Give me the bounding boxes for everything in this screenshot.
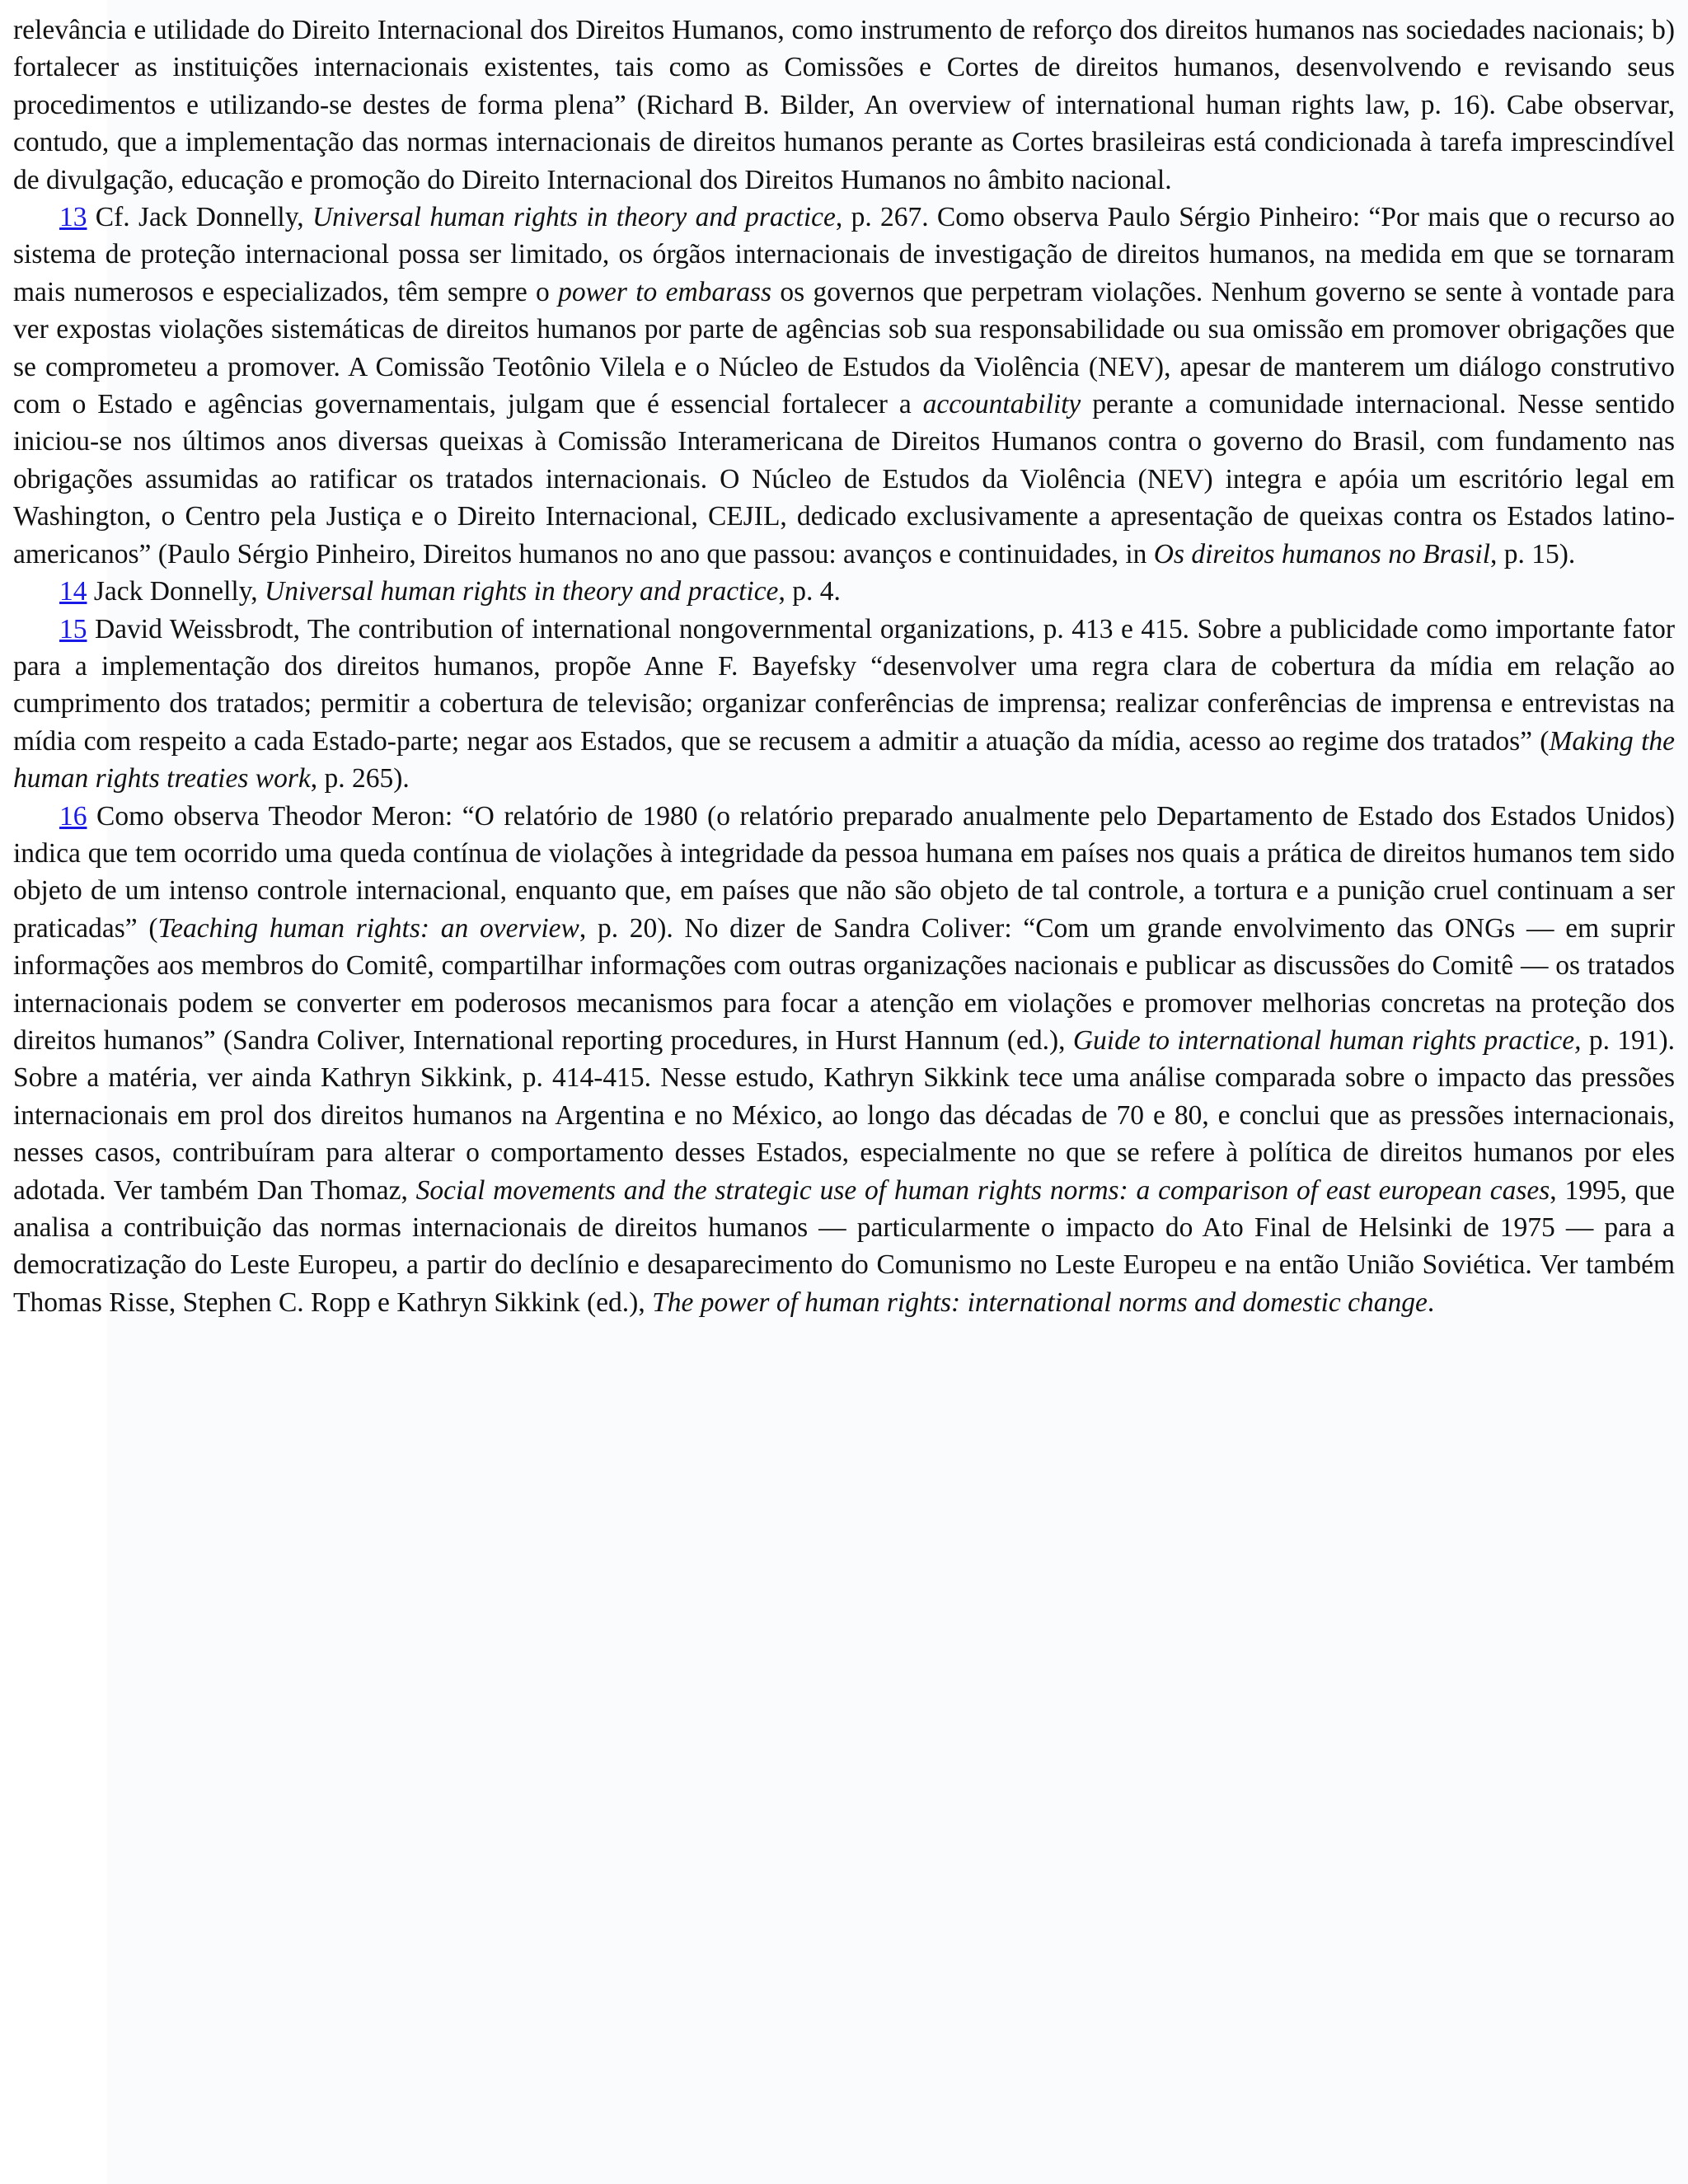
footnote-13-ref-link[interactable]: 13 bbox=[59, 202, 87, 233]
footnote-16-text-1: Como observa Theodor Meron: “O relatório de 1980 (o relatório preparado anualmente pelo Departamento de Estado dos Estados Unidos) indica que tem ocorrido uma queda contínua de violações à integridade da pessoa humana em países nos quais a prática de direitos humanos tem sido objeto de um intenso controle internacional, enquanto que, em países que não são objeto de tal controle, a tortura e a punição cruel continuam a ser praticadas” ( bbox=[13, 800, 1675, 944]
footnote-13 bbox=[13, 199, 1675, 573]
footnote-14-title-1: Universal human rights in theory and practice bbox=[265, 576, 779, 607]
footnote-16-text-3: p. 191). Sobre a matéria, ver ainda Kathryn Sikkink, p. 414-415. Nesse estudo, Kathryn Sikkink tece uma análise comparada sobre o impacto das pressões internacionais em prol dos direitos humanos na Argentina e no México, ao longo das décadas de 70 e 80, e conclui que as pressões internacionais, nesses casos, contribuíram para alterar o comportamento desses Estados, especialmente no que se refere à política de direitos humanos por eles adotada. Ver também Dan Thomaz, bbox=[13, 1024, 1675, 1206]
footnote-14-ref-link[interactable]: 14 bbox=[59, 576, 87, 607]
footnote-13-text-1: Cf. Jack Donnelly, bbox=[87, 202, 312, 233]
footnote-16 bbox=[13, 798, 1675, 1322]
footnote-13-term-1: power to embarass bbox=[558, 276, 772, 307]
footnote-16-text-4: , 1995, que analisa a contribuição das normas internacionais de direitos humanos — particularmente o impacto do Ato Final de Helsinki de 1975 — para a democratização do Leste Europeu, a partir do declínio e desaparecimento do Comunismo no Leste Europeu e na então União Soviética. Ver também Thomas Risse, Stephen C. Ropp e Kathryn Sikkink (ed.), bbox=[13, 1174, 1675, 1318]
footnote-13-text-4: perante a comunidade internacional. Nesse sentido iniciou-se nos últimos anos diversas queixas à Comissão Interamericana de Direitos Humanos contra o governo do Brasil, com fundamento nas obrigações assumidas ao ratificar os tratados internacionais. O Núcleo de Estudos da Violência (NEV) integra e apóia um escritório legal em Washington, o Centro pela Justiça e o Direito Internacional, CEJIL, dedicado exclusivamente a apresentação de queixas contra os Estados latino-americanos” (Paulo Sérgio Pinheiro, Direitos humanos no ano que passou: avanços e continuidades, in bbox=[13, 389, 1675, 569]
footnote-16-ref-link[interactable]: 16 bbox=[59, 800, 87, 832]
footnote-continuation: relevância e utilidade do Direito Internacional dos Direitos Humanos, como instrumento de reforço dos direitos humanos nas sociedades nacionais; b) fortalecer as instituições internacionais existentes, tais como as Comissões e Cortes de direitos humanos, desenvolvendo e revisando seus procedimentos e utilizando-se destes de forma plena” (Richard B. Bilder, An overview of international human rights law, p. 16). Cabe observar, contudo, que a implementação das normas internacionais de direitos humanos perante as Cortes brasileiras está condicionada à tarefa imprescindível de divulgação, educação e promoção do Direito Internacional dos Direitos Humanos no âmbito nacional. bbox=[13, 15, 1675, 195]
footnote-14-text-1: Jack Donnelly, bbox=[87, 576, 265, 607]
footnote-14 bbox=[13, 573, 1675, 610]
document-page bbox=[13, 12, 1675, 1321]
footnote-14-text-2: , p. 4. bbox=[778, 576, 841, 607]
footnote-13-title-1: Universal human rights in theory and practice bbox=[312, 202, 836, 233]
footnote-13-text-2: , p. 267. Como observa Paulo Sérgio Pinheiro: “Por mais que o recurso ao sistema de proteção internacional possa ser limitado, os órgãos internacionais de investigação de direitos humanos, na medida em que se tornaram mais numerosos e especializados, têm sempre o bbox=[13, 202, 1675, 307]
footnote-16-title-1: Teaching human rights: an overview bbox=[157, 912, 579, 944]
footnote-15-ref-link[interactable]: 15 bbox=[59, 613, 87, 644]
footnote-15-text-2: , p. 265). bbox=[310, 763, 410, 794]
footnote-13-title-2: Os direitos humanos no Brasil bbox=[1153, 538, 1490, 569]
footnote-16-title-3: Social movements and the strategic use of human rights norms: a comparison of east european cases bbox=[415, 1174, 1550, 1206]
footnote-15-text-1: David Weissbrodt, The contribution of international nongovernmental organizations, p. 413 e 415. Sobre a publicidade como importante fator para a implementação dos direitos humanos, propõe Anne F. Bayefsky “desenvolver uma regra clara de cobertura da mídia em relação ao cumprimento dos tratados; permitir a cobertura de televisão; organizar conferências de imprensa; realizar conferências de imprensa e entrevistas na mídia com respeito a cada Estado-parte; negar aos Estados, que se recusem a admitir a atuação da mídia, acesso ao regime dos tratados” ( bbox=[13, 613, 1675, 757]
footnote-13-term-2: accountability bbox=[922, 389, 1081, 420]
footnote-13-text-5: , p. 15). bbox=[1490, 538, 1576, 569]
footnote-15-title-1: Making the human rights treaties work bbox=[13, 725, 1675, 794]
footnote-16-text-5: . bbox=[1427, 1286, 1435, 1318]
footnote-16-title-2: Guide to international human rights practice, bbox=[1072, 1024, 1582, 1056]
footnote-16-title-4: The power of human rights: international norms and domestic change bbox=[652, 1286, 1428, 1318]
footnote-15 bbox=[13, 611, 1675, 798]
footnote-13-text-3: os governos que perpetram violações. Nenhum governo se sente à vontade para ver expostas violações sistemáticas de direitos humanos por parte de agências sob sua responsabilidade ou sua omissão em promover obrigações que se comprometeu a promover. A Comissão Teotônio Vilela e o Núcleo de Estudos da Violência (NEV), apesar de manterem um diálogo construtivo com o Estado e agências governamentais, julgam que é essencial fortalecer a bbox=[13, 276, 1676, 420]
footnote-16-text-2: , p. 20). No dizer de Sandra Coliver: “Com um grande envolvimento das ONGs — em suprir informações aos membros do Comitê, compartilhar informações com outras organizações nacionais e publicar as discussões do Comitê — os tratados internacionais podem se converter em poderosos mecanismos para focar a atenção em violações e promover melhorias concretas na proteção dos direitos humanos” (Sandra Coliver, International reporting procedures, in Hurst Hannum (ed.), bbox=[13, 912, 1675, 1056]
